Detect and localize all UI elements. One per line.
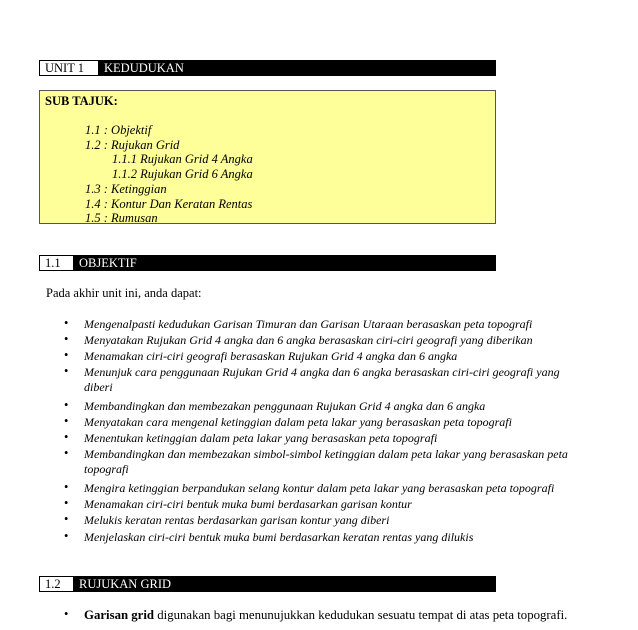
bullet: • — [64, 332, 69, 346]
bullet: • — [64, 348, 69, 362]
bullet: • — [64, 496, 69, 510]
section-title: RUJUKAN GRID — [79, 577, 172, 591]
section-rujukan-grid-header — [39, 576, 496, 592]
bullet: • — [64, 607, 69, 621]
subtopic-item: 1.1.2 Rujukan Grid 6 Angka — [112, 167, 253, 181]
subtopic-item: 1.2 : Rujukan Grid — [85, 138, 180, 152]
objective-item: Menamakan ciri-ciri geografi berasaskan Rujukan Grid 4 angka dan 6 angka — [84, 349, 458, 363]
bullet: • — [64, 430, 69, 444]
section-number: 1.1 — [40, 256, 73, 270]
objective-item: Menjelaskan ciri-ciri bentuk muka bumi berdasarkan keratan rentas yang dilukis — [84, 530, 474, 544]
intro-text: Pada akhir unit ini, anda dapat: — [46, 286, 202, 300]
unit-number: UNIT 1 — [40, 61, 98, 75]
bullet: • — [64, 512, 69, 526]
objective-item: Menyatakan cara mengenal ketinggian dalam peta lakar yang berasaskan peta topografi — [84, 415, 512, 429]
objective-item: Mengira ketinggian berpandukan selang kontur dalam peta lakar yang berasaskan peta topografi — [84, 481, 555, 495]
bullet: • — [64, 529, 69, 543]
bullet: • — [64, 414, 69, 428]
section-number: 1.2 — [40, 577, 73, 591]
unit-header — [39, 60, 496, 76]
objective-item: Melukis keratan rentas berdasarkan garisan kontur yang diberi — [84, 513, 390, 527]
bullet: • — [64, 480, 69, 494]
bullet: • — [64, 446, 69, 460]
objective-item: Menentukan ketinggian dalam peta lakar yang berasaskan peta topografi — [84, 431, 438, 445]
subtopic-item: 1.1 : Objektif — [85, 123, 152, 137]
objective-item: Menyatakan Rujukan Grid 4 angka dan 6 angka berasaskan ciri-ciri geografi yang diberikan — [84, 333, 533, 347]
objective-item: Menamakan ciri-ciri bentuk muka bumi berdasarkan garisan kontur — [84, 497, 412, 511]
subtopics-box — [39, 90, 496, 224]
subtopic-item: 1.4 : Kontur Dan Keratan Rentas — [85, 197, 253, 211]
section-title: OBJEKTIF — [79, 256, 137, 270]
bullet: • — [64, 316, 69, 330]
grid-text: digunakan bagi menunujukkan kedudukan sesuatu tempat di atas peta topografi. — [154, 608, 568, 622]
objective-item: Membandingkan dan membezakan simbol-simbol ketinggian dalam peta lakar yang berasaskan peta topografi — [84, 447, 568, 476]
objective-item: Mengenalpasti kedudukan Garisan Timuran dan Garisan Utaraan berasaskan peta topografi — [84, 317, 533, 331]
subtopic-item: 1.5 : Rumusan — [85, 211, 158, 225]
unit-title: KEDUDUKAN — [104, 61, 184, 75]
grid-paragraph — [84, 608, 595, 623]
bullet: • — [64, 364, 69, 378]
section-objektif-header — [39, 255, 496, 271]
bullet: • — [64, 398, 69, 412]
subtopic-item: 1.1.1 Rujukan Grid 4 Angka — [112, 152, 253, 166]
objective-item: Menunjuk cara penggunaan Rujukan Grid 4 angka dan 6 angka berasaskan ciri-ciri geografi yang diberi — [84, 365, 560, 394]
subtopics-heading: SUB TAJUK: — [45, 94, 118, 108]
objective-item: Membandingkan dan membezakan penggunaan Rujukan Grid 4 angka dan 6 angka — [84, 399, 486, 413]
grid-term: Garisan grid — [84, 608, 155, 622]
subtopic-item: 1.3 : Ketinggian — [85, 182, 167, 196]
